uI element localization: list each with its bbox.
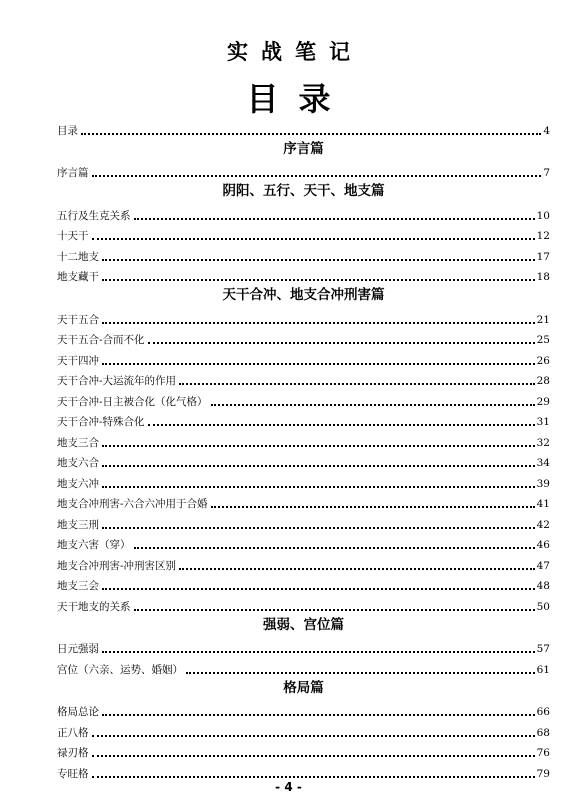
toc-entry[interactable] [57,470,550,491]
toc-entry-page: 4 [543,124,550,137]
dot-leader [134,218,535,220]
toc-entry-label: 天干五合-合而不化 [57,334,145,346]
dot-leader [92,755,535,757]
toc-entry-label: 正八格 [57,726,89,739]
toc-entry-label: 地支三合 [57,436,99,449]
section-heading: 强弱、宫位篇 [263,616,344,633]
toc-entry[interactable] [57,388,550,409]
toc-entry[interactable] [57,202,550,223]
toc-entry-label: 地支藏干 [57,271,99,283]
toc-entry-page: 34 [536,457,550,469]
dot-leader [102,588,535,590]
dot-leader [102,322,535,324]
section-heading: 阴阳、五行、天干、地支篇 [222,183,385,199]
dot-leader [92,776,535,778]
toc-entry-label: 专旺格 [57,767,89,780]
section-heading: 天干合冲、地支合冲刑害篇 [222,287,385,303]
dot-leader [92,735,535,737]
toc-entry-label: 地支合冲刑害-六合六冲用于合婚 [57,498,208,510]
toc-entry-page: 12 [536,230,550,242]
dot-leader [148,342,535,344]
toc-entry-page: 7 [543,167,550,179]
dot-leader [211,404,535,406]
toc-entry-page: 47 [536,559,550,572]
toc-entry-label: 宫位（六亲、运势、婚姻） [57,663,183,676]
toc-entry-page: 42 [536,518,550,531]
toc-entry[interactable] [57,740,550,761]
dot-leader [134,547,535,549]
toc-entry-label: 天干五合 [57,313,99,326]
toc-entry-label: 格局总论 [57,706,99,718]
dot-leader [102,714,535,716]
section-heading: 格局篇 [283,679,324,696]
toc-entry[interactable] [57,699,550,720]
toc-entry-page: 79 [536,767,550,780]
dot-leader [102,486,535,488]
toc-entry-page: 46 [536,539,550,551]
toc-entry[interactable] [57,491,550,512]
dot-leader [186,672,535,674]
toc-entry-page: 68 [536,726,550,739]
toc-entry[interactable] [57,552,550,573]
toc-entry-page: 76 [536,747,550,759]
toc-entry[interactable] [57,429,550,450]
toc-entry[interactable] [57,450,550,471]
toc-entry[interactable] [57,264,550,285]
toc-entry[interactable] [57,160,550,181]
dot-leader [102,651,535,653]
toc-entry-page: 17 [536,250,550,263]
toc-entry[interactable] [57,511,550,532]
toc-entry[interactable] [57,347,550,368]
toc-entry-label: 天干合冲-大运流年的作用 [57,375,177,387]
toc-entry-page: 32 [536,436,550,449]
toc-entry-page: 21 [536,313,550,326]
dot-leader [102,259,535,261]
toc-entry[interactable] [57,656,550,677]
toc-entry-page: 10 [536,209,550,222]
book-title: 实战笔记 [227,40,363,64]
toc-entry-page: 31 [536,416,550,428]
toc-entry-page: 29 [536,395,550,408]
toc-entry-label: 十二地支 [57,250,99,263]
toc-entry-page: 25 [536,334,550,346]
toc-entry-label: 五行及生克关系 [57,209,131,222]
toc-entry-page: 39 [536,477,550,490]
toc-entry-label: 禄刃格 [57,747,89,759]
dot-leader [179,568,535,570]
toc-entry[interactable] [57,593,550,614]
toc-entry[interactable] [57,223,550,244]
dot-leader [92,238,535,240]
toc-entry-label: 日元强弱 [57,643,99,655]
toc-entry-label: 地支六合 [57,457,99,469]
dot-leader [102,527,535,529]
toc-entry-label: 天干合冲-特殊合化 [57,416,145,428]
dot-leader [81,133,541,135]
dot-leader [102,363,535,365]
toc-entry-page: 26 [536,354,550,367]
toc-entry-label: 天干地支的关系 [57,600,131,613]
table-of-contents [57,117,550,781]
dot-leader [102,465,535,467]
toc-entry-label: 天干四冲 [57,354,99,367]
dot-leader [134,609,535,611]
dot-leader [211,506,535,508]
toc-entry-label: 地支三会 [57,580,99,592]
dot-leader [102,445,535,447]
toc-entry[interactable] [57,306,550,327]
toc-entry-page: 50 [536,600,550,613]
toc-entry-page: 48 [536,580,550,592]
toc-entry-page: 41 [536,498,550,510]
toc-entry[interactable] [57,368,550,389]
toc-entry-page: 66 [536,706,550,718]
toc-entry-page: 61 [536,663,550,676]
toc-entry-label: 地支合冲刑害-冲刑害区别 [57,559,177,572]
toc-entry-label: 地支三刑 [57,518,99,531]
section-heading: 序言篇 [283,140,324,157]
toc-entry[interactable] [57,532,550,553]
toc-heading: 目录 [246,80,351,118]
toc-entry-label: 目录 [57,124,78,137]
dot-leader [102,279,535,281]
toc-entry-page: 18 [536,271,550,283]
dot-leader [92,175,542,177]
toc-entry-label: 十天干 [57,230,89,242]
dot-leader [179,383,535,385]
toc-entry[interactable] [57,409,550,430]
toc-entry-label: 地支六冲 [57,477,99,490]
dot-leader [148,424,535,426]
toc-entry-page: 57 [536,643,550,655]
toc-entry[interactable] [57,719,550,740]
toc-entry-label: 地支六害（穿） [57,539,131,551]
toc-entry[interactable] [57,573,550,594]
toc-entry[interactable] [57,243,550,264]
toc-entry-page: 28 [536,375,550,387]
toc-entry[interactable] [57,636,550,657]
toc-entry-label: 序言篇 [57,167,89,179]
page-number: - 4 - [275,780,302,794]
toc-entry[interactable] [57,760,550,781]
toc-entry[interactable] [57,117,550,138]
toc-entry[interactable] [57,327,550,348]
toc-entry-label: 天干合冲-日主被合化（化气格） [57,395,208,408]
